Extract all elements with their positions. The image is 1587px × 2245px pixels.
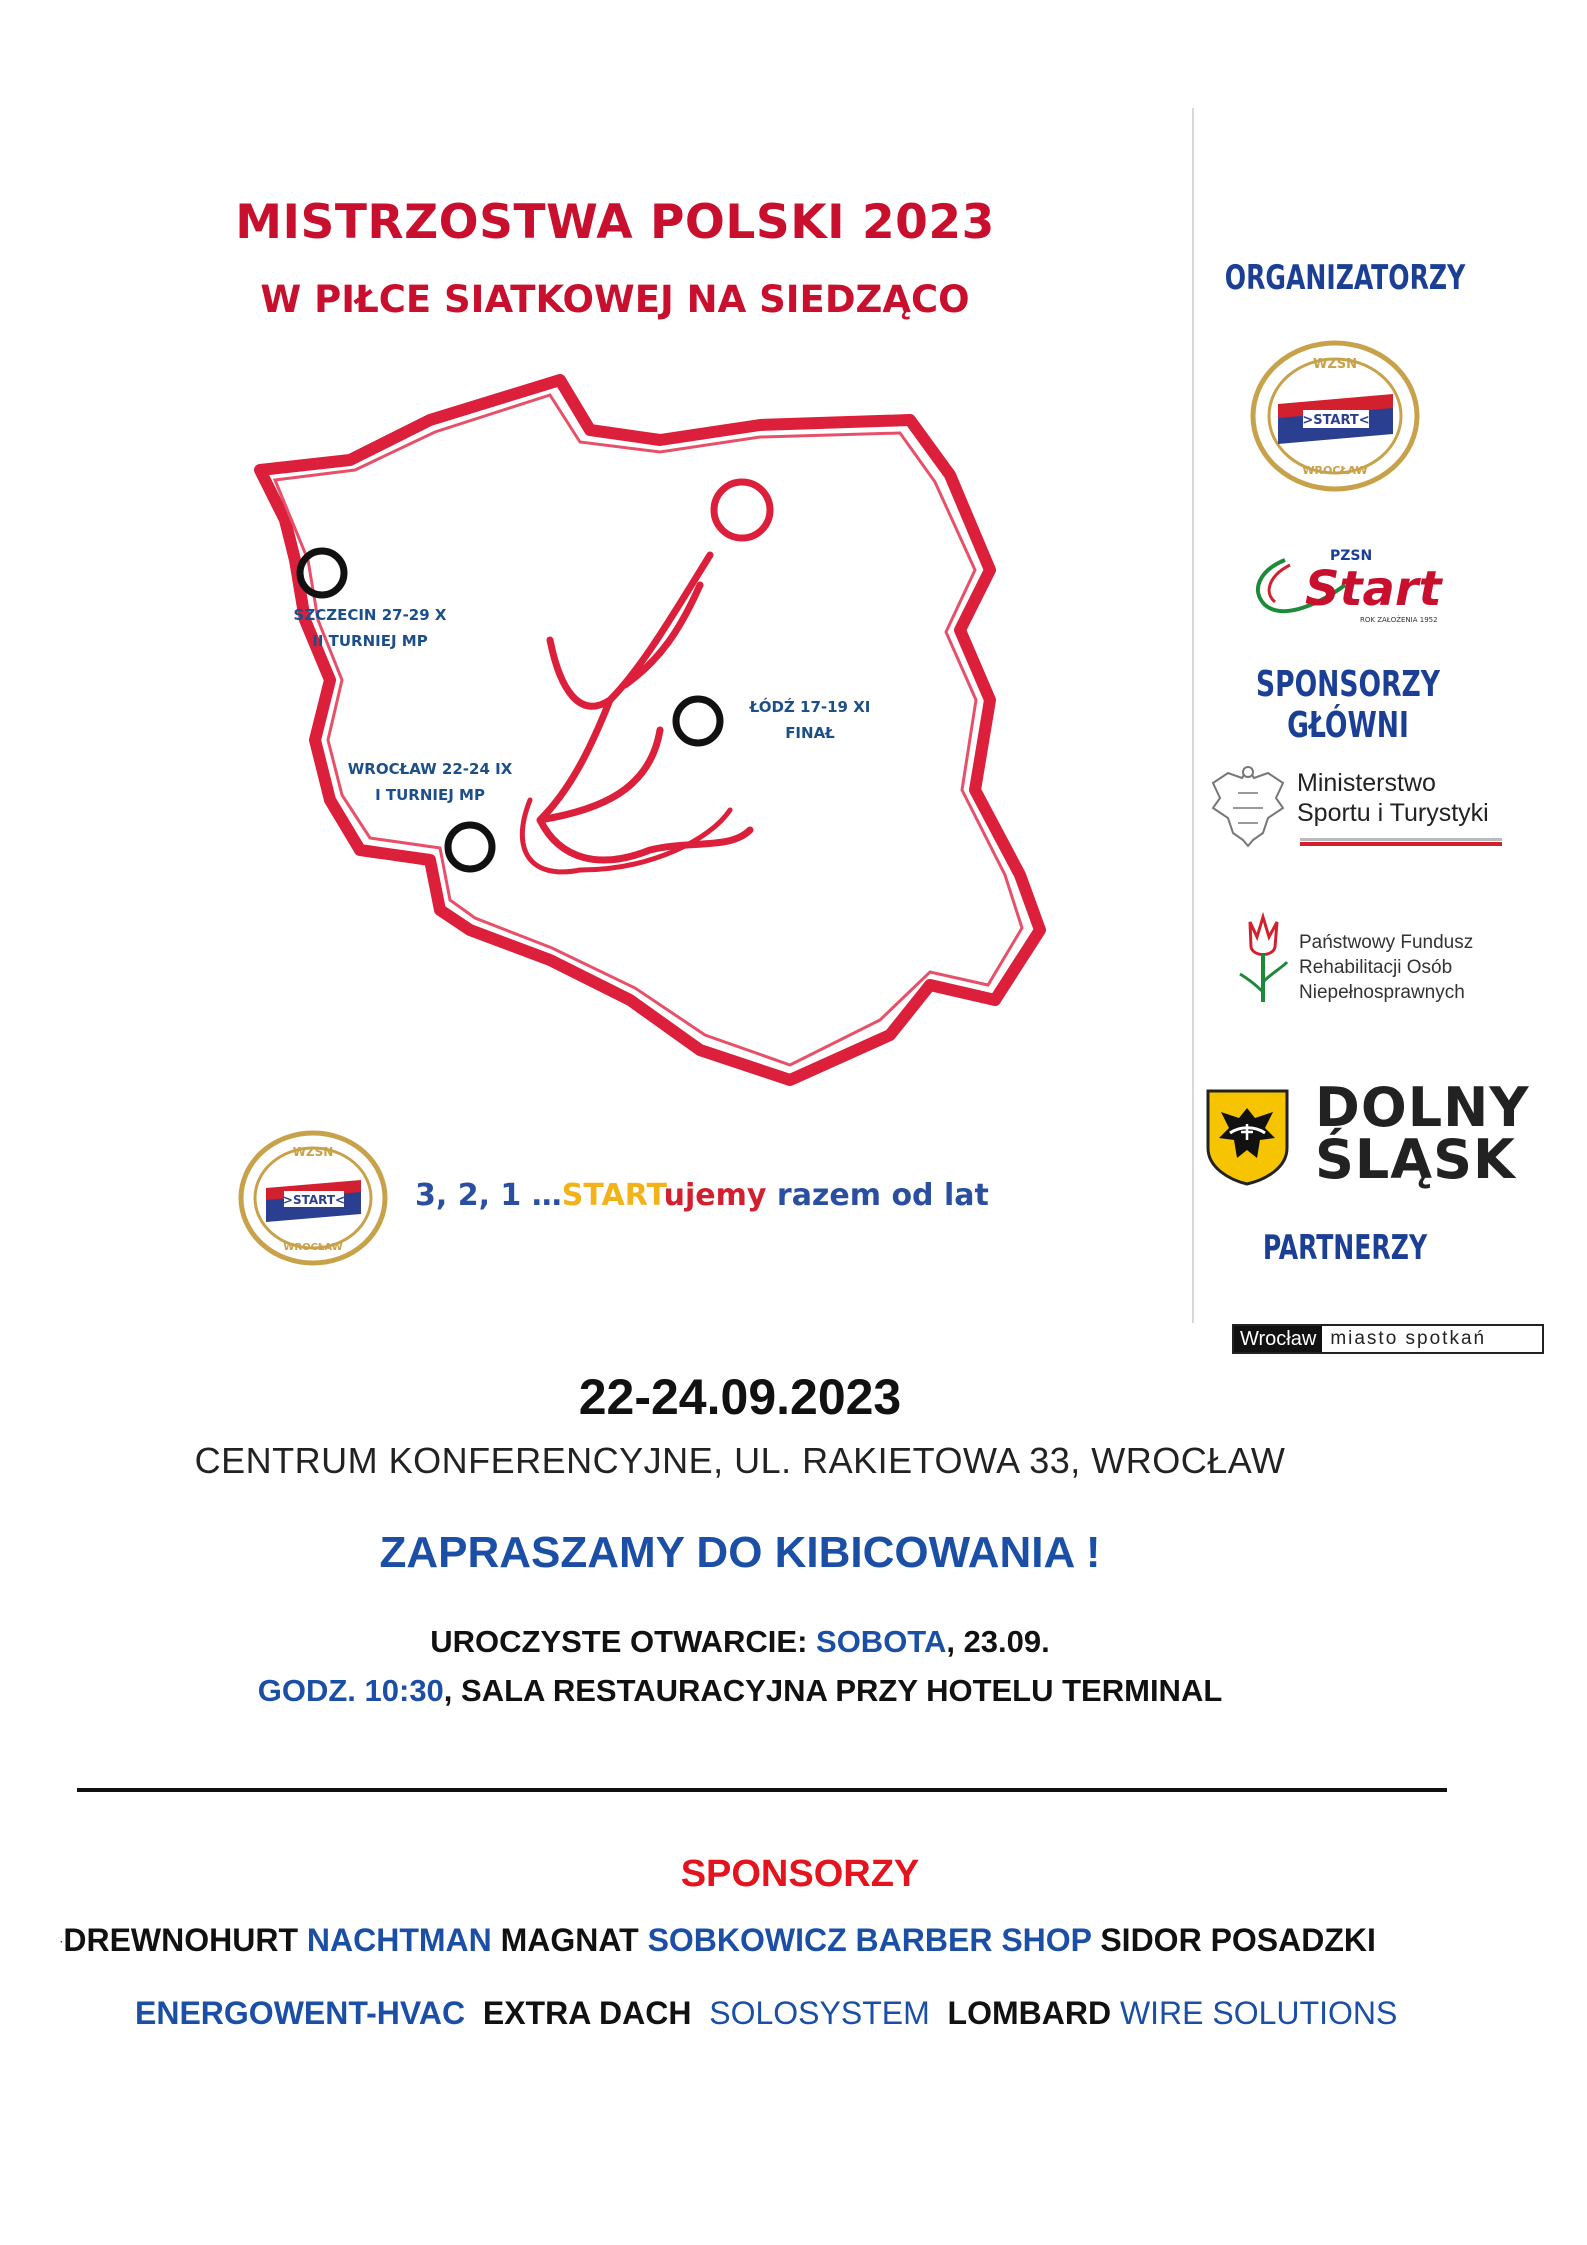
szczecin-marker bbox=[300, 551, 344, 595]
wroclaw-marker bbox=[448, 825, 492, 869]
event-venue: CENTRUM KONFERENCYJNE, UL. RAKIETOWA 33, WROCŁAW bbox=[194, 1440, 1286, 1481]
polish-eagle-emblem bbox=[1208, 758, 1288, 848]
opening-line: UROCZYSTE OTWARCIE: SOBOTA, 23.09. bbox=[430, 1624, 1050, 1659]
slogan: 3, 2, 1 …STARTujemy razem od lat bbox=[415, 1178, 989, 1213]
poster-title: MISTRZOSTWA POLSKI 2023 bbox=[235, 195, 995, 250]
dolny-slask-logo-text: DOLNY ŚLĄSK bbox=[1315, 1076, 1530, 1191]
sponsor-name: SOLOSYSTEM bbox=[709, 1995, 930, 2031]
sponsors-row-2 bbox=[135, 1995, 1397, 2032]
svg-text:ROK ZAŁOŻENIA 1952: ROK ZAŁOŻENIA 1952 bbox=[1360, 616, 1438, 624]
sponsor-name: LOMBARD bbox=[947, 1995, 1112, 2031]
wzsn-start-logo-sidebar bbox=[1248, 338, 1423, 493]
poland-outline bbox=[260, 380, 1040, 1080]
main-sponsors-heading: SPONSORZY GŁÓWNI bbox=[1255, 664, 1441, 746]
section-divider bbox=[77, 1788, 1447, 1792]
sponsors-row-1: ·DREWNOHURT NACHTMAN MAGNAT SOBKOWICZ BARBER SHOP SIDOR POSADZKI bbox=[60, 1922, 1376, 1958]
pzsn-start-logo bbox=[1245, 530, 1445, 630]
organizers-heading: ORGANIZATORZY bbox=[1224, 258, 1466, 298]
sponsor-name: MAGNAT bbox=[500, 1922, 639, 1958]
wroclaw-badge-left: Wrocław bbox=[1234, 1326, 1322, 1352]
wroclaw-label: WROCŁAW 22-24 IX I TURNIEJ MP bbox=[347, 760, 513, 804]
sponsor-name: SIDOR POSADZKI bbox=[1100, 1922, 1376, 1958]
tulip-icon bbox=[1235, 912, 1290, 1007]
svg-text:WROCŁAW: WROCŁAW bbox=[283, 1242, 343, 1253]
opening-time-line: GODZ. 10:30, SALA RESTAURACYJNA PRZY HOTELU TERMINAL bbox=[257, 1673, 1223, 1708]
sponsor-name: EXTRA DACH bbox=[482, 1995, 692, 2031]
sponsor-name: DREWNOHURT bbox=[63, 1922, 298, 1958]
sponsor-name: ENERGOWENT-HVAC bbox=[135, 1995, 466, 2031]
poland-map-graphic bbox=[230, 370, 1080, 1110]
invitation-text: ZAPRASZAMY DO KIBICOWANIA ! bbox=[379, 1528, 1101, 1577]
svg-text:WROCŁAW: WROCŁAW bbox=[1302, 464, 1368, 477]
sponsor-name: NACHTMAN bbox=[306, 1922, 492, 1958]
svg-text:>START<: >START< bbox=[1302, 413, 1370, 428]
svg-text:PZSN: PZSN bbox=[1330, 548, 1373, 564]
volleyball-icon bbox=[714, 482, 770, 538]
lower-silesia-coat-of-arms bbox=[1205, 1088, 1290, 1186]
svg-text:>START<: >START< bbox=[282, 1193, 346, 1207]
szczecin-label: SZCZECIN 27-29 X II TURNIEJ MP bbox=[293, 606, 447, 650]
poster-subtitle: W PIŁCE SIATKOWEJ NA SIEDZĄCO bbox=[260, 278, 970, 321]
ministry-underline-white bbox=[1300, 838, 1502, 841]
wroclaw-badge-right: miasto spotkań bbox=[1330, 1328, 1487, 1349]
ministry-underline-red bbox=[1300, 842, 1502, 846]
event-date: 22-24.09.2023 bbox=[578, 1369, 902, 1425]
wzsn-start-logo bbox=[236, 1128, 391, 1268]
svg-text:WZSN: WZSN bbox=[292, 1145, 334, 1159]
sponsor-name: SOBKOWICZ BARBER SHOP bbox=[647, 1922, 1092, 1958]
sponsor-name: WIRE SOLUTIONS bbox=[1119, 1995, 1398, 2031]
lodz-label: ŁÓDŹ 17-19 XI FINAŁ bbox=[749, 698, 871, 742]
svg-text:WZSN: WZSN bbox=[1312, 357, 1358, 372]
ministry-name: Ministerstwo Sportu i Turystyki bbox=[1297, 769, 1489, 827]
pfron-name: Państwowy Fundusz Rehabilitacji Osób Niepełnosprawnych bbox=[1299, 932, 1474, 1003]
partners-heading: PARTNERZY bbox=[1262, 1228, 1428, 1268]
sponsors-heading: SPONSORZY bbox=[680, 1853, 920, 1895]
column-divider bbox=[1192, 108, 1194, 1323]
wroclaw-partner-badge bbox=[1232, 1324, 1544, 1354]
svg-text:Start: Start bbox=[1305, 561, 1442, 617]
